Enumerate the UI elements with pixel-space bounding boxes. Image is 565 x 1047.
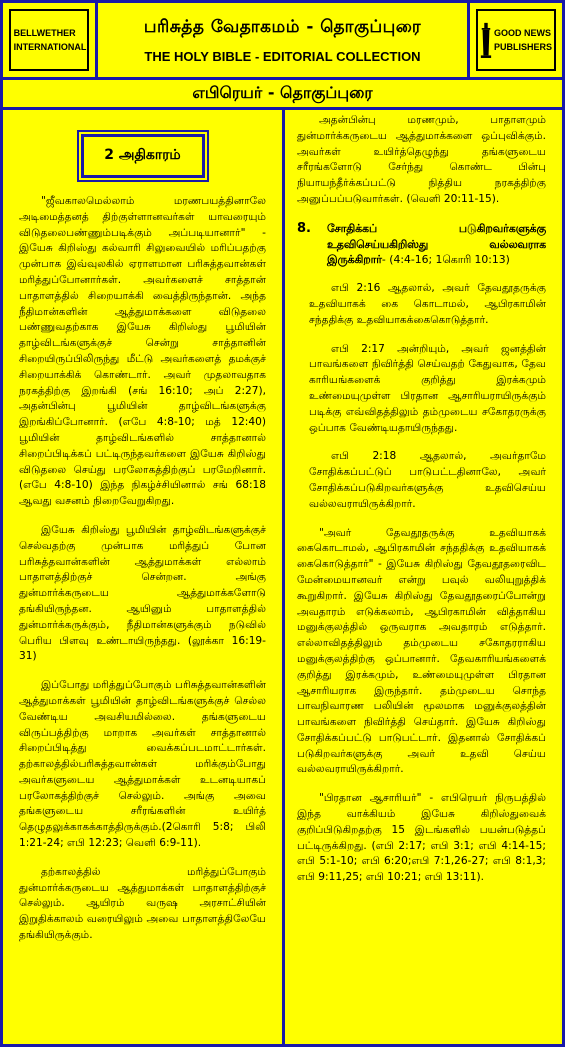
bellwether-logo <box>3 3 98 77</box>
paragraph: இப்போது மரித்துப்போகும் பரிசுத்தவான்களின் ஆத்துமாக்கள் பூமியின் தாழ்விடங்களுக்குச் செல்ல வேண்டிய அவசியமில்லை. தங்களுடைய விருப்பத்திற்கு மாறாக அவர்கள் சாத்தானால் சிறைப்பிடித்து வைக்கப்படமாட்டார்கள். தற்காலத்தில்பரிசுத்தவான்கள் மரிக்கும்போது அவர்களுடைய ஆத்துமாக்கள் உடனடியாகப் பரலோகத்திற்குச் செல்லும். அங்கு அவை தங்களுடைய சரீரங்களின் உயிர்த் தெழுதலுக்காகக்காத்திருக்கும்.(2கொரி 5:8; பிலி 1:21-24; எபி 12:23; வெளி 6:9-11). <box>19 679 266 850</box>
section-title: சோதிக்கப் படுகிறவர்களுக்கு உதவிசெய்யகிறிஸ்து வல்லவராக இருக்கிறார் <box>327 221 546 267</box>
subtitle-bar <box>3 77 562 110</box>
good-news-logo-text: GOOD NEWS PUBLISHERS <box>493 28 552 52</box>
right-column <box>285 110 562 1044</box>
left-column <box>3 110 285 1044</box>
verse-paragraph: எபி 2:18 ஆதலால், அவர்தாமே சோதிக்கப்பட்டுப் பாடுபட்டதினாலே, அவர் சோதிக்கப்படுகிறவர்களுக்கு உதவிசெய்ய வல்லவராயிருக்கிறார். <box>309 450 546 510</box>
section-heading <box>297 221 546 268</box>
tower-icon <box>480 18 492 62</box>
title-tamil: பரிசுத்த வேதாகமம் - தொகுப்புரை <box>143 16 422 37</box>
paragraph: "பிரதான ஆசாரியர்" - எபிரெயர் நிருபத்தில் இந்த வாக்கியம் இயேசு கிறிஸ்துவைக் குறிப்பிடுகிறதற்கு 15 இடங்களில் பயன்படுத்தப் பட்டிருக்கிறது. (எபி 2:17; எபி 3:1; எபி 4:14-15; எபி 5:1-10; எபி 6:20;எபி 7:1,26-27; எபி 8:1,3; எபி 9:11,25; எபி 10:21; எபி 13:11). <box>297 792 546 884</box>
page-subtitle: எபிரெயர் - தொகுப்புரை <box>192 83 373 102</box>
page-header <box>3 3 562 77</box>
verse-paragraph: எபி 2:16 ஆதலால், அவர் தேவதூதருக்கு உதவியாகக் கை கொடாமல், ஆபிரகாமின் சந்ததிக்கு உதவியாகக்கைகொடுத்தார். <box>309 282 546 326</box>
section-reference: - (4:4-16; 1கொரி 10:13) <box>381 253 510 267</box>
chapter-heading: 2 அதிகாரம் <box>81 134 205 178</box>
paragraph: "அவர் தேவதூதருக்கு உதவியாகக் கைகொடாமல், ஆபிரகாமின் சந்ததிக்கு உதவியாகக் கைகொடுத்தார்" - இயேசு கிறிஸ்து தேவதூதரைவிட மேன்மையானவர் என்று பவுல் வலியுறுத்திக் கூறுகிறார். இயேசு கிறிஸ்து தேவதூதரைப்போன்று அவதாரம் எடுக்கலாம், ஆபிரகாமின் வித்தாகிய மனுக்குலத்தில் ஒருவராக அவதாரம் எடுத்தார். எல்லாவிதத்திலும் தம்முடைய சகோதரராகிய மனுக்குலத்திற்கு ஒப்பானார். தேவகாரியங்களைக் குறித்து இரக்கமும், உண்மையுமுள்ள பிரதான ஆசாரியராக இருந்தார். தம்முடைய சொந்த பாவநிவாரண பலியின் மூலமாக மனுக்குலத்தின் பாவங்களை நிவிர்த்தி செய்தார். இயேசு கிறிஸ்து சோதிக்கப்பட்டு பாடுபட்டார். இதனால் சோதிக்கப் படுகிறவர்களுக்கு அவர் உதவி செய்ய வல்லவராயிருக்கிறார். <box>297 526 546 776</box>
paragraph: "ஜீவகாலமெல்லாம் மரணபயத்தினாலே அடிமைத்தனத் திற்குள்ளானவர்கள் யாவரையும் விடுதலைபண்ணும்படிக்கும் அப்படியானார்" - இயேசு கிறிஸ்து கல்வாரி சிலுவையில் மரிப்பதற்கு முன்பாக இவ்வுலகில் ஏராளமான பரிசுத்தவான்கள் மரித்துப்போனார்கள். அவர்களைச் சாத்தான் பாதாளத்தில் சிறையாக்கி வைத்திருந்தான். அந்த நீதிமான்களின் ஆத்துமாக்களை விடுதலை பண்ணுவதற்காக இயேசு கிறிஸ்து பூமியின் தாழ்விடங்களுக்குச் சென்று சாத்தானின் சிறையிருப்பிலிருந்து மீட்டு அவர்களைத் தமக்குச் சிறையாக்கிக் கொண்டார். அவர் முதலாவதாக நரகத்திற்கு இறங்கி (சங் 16:10; அப் 2:27), அதன்பின்பு பூமியின் தாழ்விடங்களுக்கு இறங்கிப்போனார். (எபே 4:8-10; மத் 12:40) பூமியின் தாழ்விடங்களில் சாத்தானால் சிறைப்பிடிக்கப் பட்டிருந்தவர்களை இயேசு கிறிஸ்து விடுதலை செய்து பரலோகத்திற்குப் பரமேறினார். (எபே 4:8-10) இந்த நிகழ்ச்சியினால் சங் 68:18 ஆவது வசனம் நிறைவேறுகிறது. <box>19 195 266 508</box>
paragraph: அதன்பின்பு மரணமும், பாதாளமும் துன்மார்க்கருடைய ஆத்துமாக்களை ஒப்புவிக்கும். அவர்கள் உயிர்த்தெழுந்து தங்களுடைய சரீரங்களோடு சேர்ந்து கொண்ட பின்பு நியாயந்தீர்க்கப்பட்டு நித்திய நரகத்திற்கு அனுப்பப்படுவார்கள். (வெளி 20:11-15). <box>297 114 546 205</box>
good-news-logo <box>467 3 562 77</box>
section-number: 8. <box>297 220 311 236</box>
bellwether-logo-text: BELLWETHER INTERNATIONAL <box>13 28 87 52</box>
paragraph: தற்காலத்தில் மரித்துப்போகும் துன்மார்க்கருடைய ஆத்துமாக்கள் பாதாளத்திற்குச் செல்லும். ஆயிரம் வருஷ அரசாட்சியின் இறுதிக்காலம் வரையிலும் அவை பாதாளத்திலேயே தங்கியிருக்கும். <box>19 865 266 942</box>
verse-paragraph: எபி 2:17 அன்றியும், அவர் ஜனத்தின் பாவங்களை நிவிர்த்தி செய்வதற் கேதுவாக, தேவ காரியங்களைக் குறித்து இரக்கமும் உண்மையுமுள்ள பிரதான ஆசாரியராயிருக்கும் படிக்கு எவ்விதத்திலும் தம்முடைய சகோதரருக்கு ஒப்பாக வேண்டியதாயிருந்தது. <box>309 342 546 434</box>
title-area <box>101 3 464 77</box>
paragraph: இயேசு கிறிஸ்து பூமியின் தாழ்விடங்களுக்குச் செல்வதற்கு முன்பாக மரித்துப் போன பரிசுத்தவான்களின் ஆத்துமாக்கள் எல்லாம் பாதாளத்திற்குச் சென்றன. அங்கு துன்மார்க்கருடைய ஆத்துமாக்களோடு தங்கியிருந்தன. ஆயினும் பாதாளத்தில் துன்மார்க்கருக்கும், நீதிமான்களுக்கும் நடுவில் பெரிய பிளவு உண்டாயிருந்தது. (லூக்கா 16:19-31) <box>19 523 266 663</box>
title-english: THE HOLY BIBLE - EDITORIAL COLLECTION <box>144 48 421 64</box>
